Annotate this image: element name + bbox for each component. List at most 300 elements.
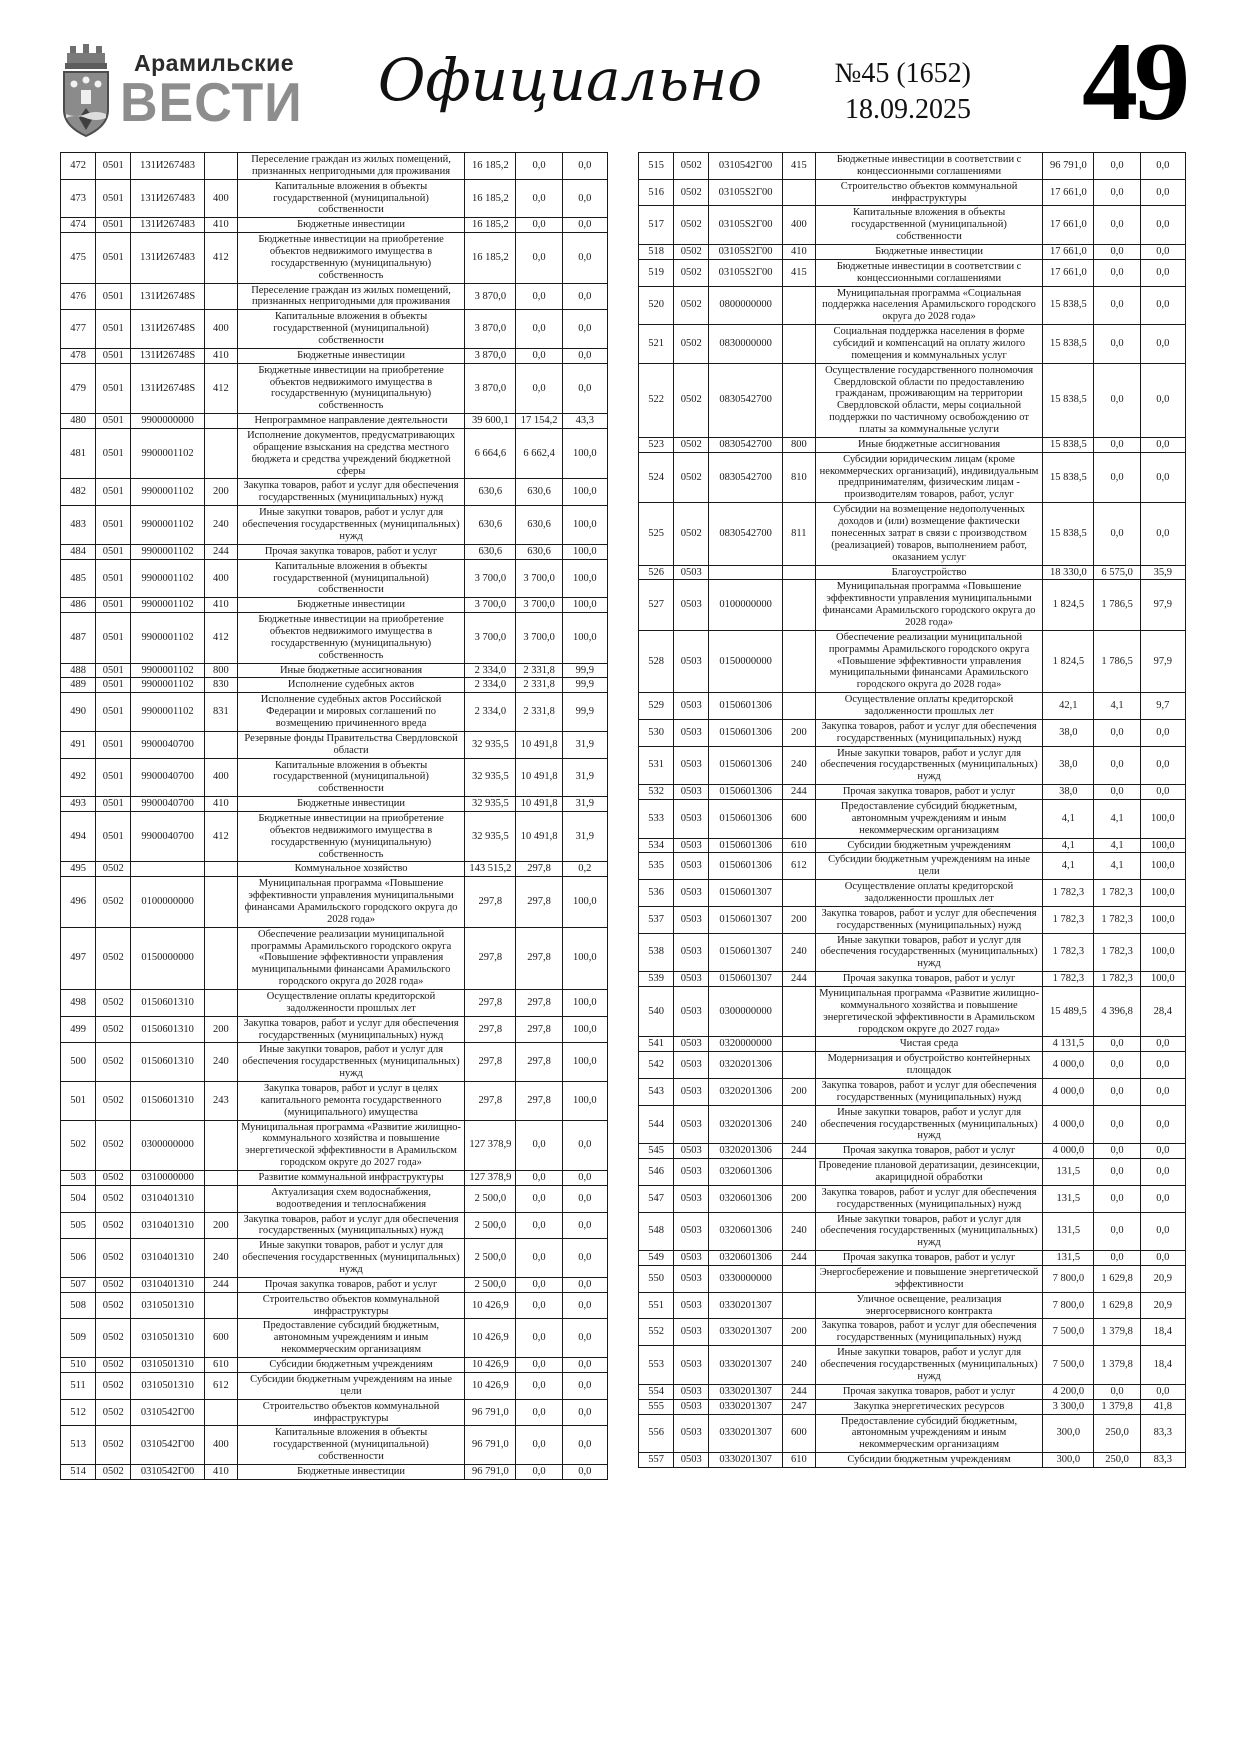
section-code-cell: 0503	[674, 1251, 709, 1266]
expense-type-cell: 200	[782, 1319, 815, 1346]
approved-amount-cell: 96 791,0	[465, 1426, 516, 1465]
section-code-cell: 0501	[96, 348, 131, 363]
target-article-cell: 0330000000	[709, 1266, 782, 1293]
executed-amount-cell: 3 700,0	[516, 598, 562, 613]
percent-cell: 0,0	[562, 310, 607, 349]
section-code-cell: 0503	[674, 799, 709, 838]
target-article-cell: 0320601306	[709, 1159, 782, 1186]
target-article-cell: 0150601310	[131, 1082, 204, 1121]
table-row	[639, 1185, 1186, 1212]
row-number-cell: 550	[639, 1266, 674, 1293]
approved-amount-cell: 18 330,0	[1043, 565, 1094, 580]
row-number-cell: 480	[61, 414, 96, 429]
row-number-cell: 538	[639, 933, 674, 972]
percent-cell: 97,9	[1140, 630, 1185, 692]
executed-amount-cell: 297,8	[516, 990, 562, 1017]
row-number-cell: 503	[61, 1171, 96, 1186]
section-code-cell: 0502	[96, 1185, 131, 1212]
executed-amount-cell: 0,0	[516, 310, 562, 349]
expense-type-cell: 410	[204, 1464, 237, 1479]
percent-cell: 0,2	[562, 862, 607, 877]
target-article-cell: 9900001102	[131, 506, 204, 545]
section-code-cell: 0503	[674, 1319, 709, 1346]
percent-cell: 100,0	[562, 927, 607, 989]
target-article-cell: 9900001102	[131, 429, 204, 479]
percent-cell: 0,0	[562, 1185, 607, 1212]
section-code-cell: 0502	[96, 1319, 131, 1358]
expense-name-cell: Осуществление оплаты кредиторской задолженности прошлых лет	[815, 880, 1042, 907]
row-number-cell: 533	[639, 799, 674, 838]
table-row	[61, 758, 608, 797]
table-row	[639, 153, 1186, 180]
executed-amount-cell: 0,0	[516, 1319, 562, 1358]
executed-amount-cell: 0,0	[1094, 206, 1140, 245]
row-number-cell: 491	[61, 731, 96, 758]
section-code-cell: 0501	[96, 310, 131, 349]
table-row	[61, 811, 608, 861]
masthead	[60, 20, 1186, 144]
target-article-cell: 0330201307	[709, 1346, 782, 1385]
executed-amount-cell: 0,0	[1094, 1052, 1140, 1079]
row-number-cell: 478	[61, 348, 96, 363]
executed-amount-cell: 1 379,8	[1094, 1346, 1140, 1385]
executed-amount-cell: 0,0	[516, 1399, 562, 1426]
row-number-cell: 497	[61, 927, 96, 989]
section-code-cell: 0503	[674, 880, 709, 907]
table-row	[61, 1358, 608, 1373]
expense-type-cell: 400	[782, 206, 815, 245]
expense-name-cell: Энергосбережение и повышение энергетической эффективности	[815, 1266, 1042, 1293]
target-article-cell: 0310501310	[131, 1358, 204, 1373]
expense-type-cell: 240	[782, 933, 815, 972]
approved-amount-cell: 2 334,0	[465, 693, 516, 732]
row-number-cell: 518	[639, 245, 674, 260]
expense-name-cell: Благоустройство	[815, 565, 1042, 580]
expense-type-cell: 400	[204, 179, 237, 218]
expense-type-cell: 415	[782, 153, 815, 180]
table-row	[61, 1372, 608, 1399]
approved-amount-cell: 17 661,0	[1043, 179, 1094, 206]
percent-cell: 18,4	[1140, 1319, 1185, 1346]
target-article-cell: 0150000000	[709, 630, 782, 692]
executed-amount-cell: 0,0	[1094, 363, 1140, 437]
section-code-cell: 0502	[96, 1239, 131, 1278]
section-code-cell: 0502	[674, 245, 709, 260]
executed-amount-cell: 0,0	[516, 1464, 562, 1479]
expense-name-cell: Бюджетные инвестиции в соответствии с концессионными соглашениями	[815, 259, 1042, 286]
table-row	[61, 877, 608, 927]
percent-cell: 100,0	[562, 559, 607, 598]
expense-name-cell: Муниципальная программа «Повышение эффективности управления муниципальными финансами Арамильского городского округа до 2028 года»	[815, 580, 1042, 630]
expense-type-cell	[782, 1266, 815, 1293]
row-number-cell: 489	[61, 678, 96, 693]
expense-type-cell: 600	[782, 799, 815, 838]
target-article-cell: 0830542700	[709, 452, 782, 502]
approved-amount-cell: 38,0	[1043, 785, 1094, 800]
expense-name-cell: Бюджетные инвестиции	[815, 245, 1042, 260]
approved-amount-cell: 2 500,0	[465, 1277, 516, 1292]
expense-type-cell: 243	[204, 1082, 237, 1121]
section-code-cell: 0501	[96, 363, 131, 413]
executed-amount-cell: 1 629,8	[1094, 1292, 1140, 1319]
percent-cell: 0,0	[1140, 286, 1185, 325]
budget-table-right	[638, 152, 1186, 1468]
row-number-cell: 492	[61, 758, 96, 797]
row-number-cell: 523	[639, 437, 674, 452]
target-article-cell: 0310501310	[131, 1319, 204, 1358]
section-code-cell: 0503	[674, 1159, 709, 1186]
expense-type-cell: 612	[782, 853, 815, 880]
table-row	[61, 363, 608, 413]
expense-name-cell: Переселение граждан из жилых помещений, признанных непригодными для проживания	[237, 153, 464, 180]
approved-amount-cell: 10 426,9	[465, 1292, 516, 1319]
expense-type-cell: 200	[204, 1212, 237, 1239]
row-number-cell: 535	[639, 853, 674, 880]
approved-amount-cell: 15 838,5	[1043, 437, 1094, 452]
table-row	[61, 429, 608, 479]
row-number-cell: 507	[61, 1277, 96, 1292]
expense-type-cell	[204, 1171, 237, 1186]
section-code-cell: 0503	[674, 1052, 709, 1079]
target-article-cell: 0150601307	[709, 906, 782, 933]
executed-amount-cell: 10 491,8	[516, 731, 562, 758]
target-article-cell: 0320201306	[709, 1105, 782, 1144]
expense-type-cell: 240	[204, 1043, 237, 1082]
executed-amount-cell: 0,0	[1094, 1079, 1140, 1106]
approved-amount-cell: 10 426,9	[465, 1319, 516, 1358]
table-row	[639, 1453, 1186, 1468]
expense-type-cell	[782, 1052, 815, 1079]
expense-name-cell: Бюджетные инвестиции	[237, 797, 464, 812]
row-number-cell: 481	[61, 429, 96, 479]
expense-name-cell: Предоставление субсидий бюджетным, автономным учреждениям и иным некоммерческим организациям	[237, 1319, 464, 1358]
approved-amount-cell: 16 185,2	[465, 179, 516, 218]
approved-amount-cell: 15 838,5	[1043, 363, 1094, 437]
section-code-cell: 0502	[96, 1464, 131, 1479]
row-number-cell: 548	[639, 1212, 674, 1251]
table-row	[639, 1292, 1186, 1319]
target-article-cell: 0150601306	[709, 785, 782, 800]
section-code-cell: 0503	[674, 933, 709, 972]
expense-name-cell: Бюджетные инвестиции	[237, 598, 464, 613]
expense-type-cell	[782, 1159, 815, 1186]
target-article-cell: 0310542Г00	[131, 1464, 204, 1479]
expense-name-cell: Бюджетные инвестиции	[237, 218, 464, 233]
target-article-cell: 131И26748S	[131, 363, 204, 413]
percent-cell: 18,4	[1140, 1346, 1185, 1385]
row-number-cell: 530	[639, 719, 674, 746]
row-number-cell: 485	[61, 559, 96, 598]
section-code-cell: 0501	[96, 731, 131, 758]
row-number-cell: 520	[639, 286, 674, 325]
target-article-cell: 0150601306	[709, 799, 782, 838]
executed-amount-cell: 0,0	[516, 1212, 562, 1239]
target-article-cell: 131И267483	[131, 233, 204, 283]
percent-cell: 0,0	[562, 1239, 607, 1278]
percent-cell: 100,0	[562, 1082, 607, 1121]
expense-name-cell: Субсидии бюджетным учреждениям на иные цели	[815, 853, 1042, 880]
expense-type-cell: 415	[782, 259, 815, 286]
target-article-cell: 0150601307	[709, 880, 782, 907]
target-article-cell: 0320601306	[709, 1251, 782, 1266]
row-number-cell: 556	[639, 1414, 674, 1453]
percent-cell: 0,0	[562, 153, 607, 180]
row-number-cell: 490	[61, 693, 96, 732]
row-number-cell: 516	[639, 179, 674, 206]
table-row	[639, 565, 1186, 580]
expense-name-cell: Иные бюджетные ассигнования	[815, 437, 1042, 452]
approved-amount-cell: 1 824,5	[1043, 630, 1094, 692]
table-row	[639, 325, 1186, 364]
expense-name-cell: Субсидии юридическим лицам (кроме некоммерческих организаций), индивидуальным предпринимателям, физическим лицам - производителям товаров, работ, услуг	[815, 452, 1042, 502]
expense-type-cell: 412	[204, 233, 237, 283]
executed-amount-cell: 3 700,0	[516, 613, 562, 663]
table-row	[639, 972, 1186, 987]
executed-amount-cell: 2 331,8	[516, 693, 562, 732]
approved-amount-cell: 630,6	[465, 479, 516, 506]
expense-name-cell: Капитальные вложения в объекты государственной (муниципальной) собственности	[815, 206, 1042, 245]
table-row	[639, 1052, 1186, 1079]
section-code-cell: 0501	[96, 544, 131, 559]
table-row	[61, 1082, 608, 1121]
page-section-title: Официально	[377, 46, 763, 114]
percent-cell: 100,0	[562, 1016, 607, 1043]
row-number-cell: 511	[61, 1372, 96, 1399]
target-article-cell: 0150601306	[709, 719, 782, 746]
row-number-cell: 472	[61, 153, 96, 180]
table-row	[61, 1185, 608, 1212]
expense-name-cell: Закупка товаров, работ и услуг для обеспечения государственных (муниципальных) нужд	[237, 479, 464, 506]
expense-type-cell	[782, 630, 815, 692]
approved-amount-cell: 32 935,5	[465, 758, 516, 797]
table-row	[61, 559, 608, 598]
row-number-cell: 522	[639, 363, 674, 437]
executed-amount-cell: 4 396,8	[1094, 987, 1140, 1037]
target-article-cell: 0330201307	[709, 1292, 782, 1319]
approved-amount-cell: 17 661,0	[1043, 245, 1094, 260]
approved-amount-cell: 4 200,0	[1043, 1384, 1094, 1399]
row-number-cell: 539	[639, 972, 674, 987]
expense-type-cell	[204, 1120, 237, 1170]
percent-cell: 100,0	[1140, 838, 1185, 853]
target-article-cell: 0310401310	[131, 1185, 204, 1212]
target-article-cell: 131И267483	[131, 179, 204, 218]
target-article-cell: 0830542700	[709, 363, 782, 437]
expense-name-cell: Осуществление оплаты кредиторской задолженности прошлых лет	[237, 990, 464, 1017]
section-code-cell: 0502	[96, 1120, 131, 1170]
section-code-cell: 0501	[96, 663, 131, 678]
section-code-cell: 0502	[96, 1016, 131, 1043]
section-code-cell: 0502	[96, 862, 131, 877]
approved-amount-cell: 127 378,9	[465, 1171, 516, 1186]
table-row	[639, 259, 1186, 286]
target-article-cell: 03105S2Г00	[709, 179, 782, 206]
expense-type-cell	[204, 283, 237, 310]
executed-amount-cell: 2 331,8	[516, 678, 562, 693]
target-article-cell: 0310000000	[131, 1171, 204, 1186]
row-number-cell: 537	[639, 906, 674, 933]
percent-cell: 100,0	[1140, 799, 1185, 838]
section-code-cell: 0501	[96, 506, 131, 545]
executed-amount-cell: 0,0	[516, 1239, 562, 1278]
row-number-cell: 545	[639, 1144, 674, 1159]
table-row	[639, 179, 1186, 206]
expense-name-cell: Исполнение документов, предусматривающих обращение взыскания на средства местного бюджета и средства учреждений бюджетной сферы	[237, 429, 464, 479]
percent-cell: 99,9	[562, 693, 607, 732]
expense-type-cell: 612	[204, 1372, 237, 1399]
expense-name-cell: Закупка товаров, работ и услуг для обеспечения государственных (муниципальных) нужд	[237, 1212, 464, 1239]
expense-type-cell: 412	[204, 613, 237, 663]
section-code-cell: 0503	[674, 838, 709, 853]
percent-cell: 0,0	[562, 363, 607, 413]
percent-cell: 100,0	[562, 1043, 607, 1082]
target-article-cell: 0830542700	[709, 437, 782, 452]
approved-amount-cell: 131,5	[1043, 1251, 1094, 1266]
table-row	[61, 310, 608, 349]
row-number-cell: 487	[61, 613, 96, 663]
percent-cell: 100,0	[562, 613, 607, 663]
section-code-cell: 0503	[674, 565, 709, 580]
section-code-cell: 0502	[96, 1212, 131, 1239]
expense-name-cell: Иные закупки товаров, работ и услуг для обеспечения государственных (муниципальных) нужд	[815, 1212, 1042, 1251]
table-row	[639, 1266, 1186, 1293]
approved-amount-cell: 15 838,5	[1043, 452, 1094, 502]
section-code-cell: 0503	[674, 906, 709, 933]
expense-name-cell: Развитие коммунальной инфраструктуры	[237, 1171, 464, 1186]
approved-amount-cell: 131,5	[1043, 1185, 1094, 1212]
percent-cell: 0,0	[1140, 1144, 1185, 1159]
expense-name-cell: Прочая закупка товаров, работ и услуг	[815, 1144, 1042, 1159]
row-number-cell: 482	[61, 479, 96, 506]
percent-cell: 0,0	[562, 1277, 607, 1292]
percent-cell: 0,0	[1140, 179, 1185, 206]
row-number-cell: 514	[61, 1464, 96, 1479]
expense-name-cell: Строительство объектов коммунальной инфраструктуры	[237, 1292, 464, 1319]
table-row	[639, 853, 1186, 880]
executed-amount-cell: 0,0	[1094, 153, 1140, 180]
expense-type-cell: 600	[204, 1319, 237, 1358]
target-article-cell: 9900001102	[131, 613, 204, 663]
percent-cell: 100,0	[1140, 853, 1185, 880]
expense-name-cell: Бюджетные инвестиции в соответствии с концессионными соглашениями	[815, 153, 1042, 180]
target-article-cell: 9900001102	[131, 559, 204, 598]
expense-name-cell: Социальная поддержка населения в форме субсидий и компенсаций на оплату жилого помещения и коммунальных услуг	[815, 325, 1042, 364]
section-code-cell: 0502	[674, 325, 709, 364]
executed-amount-cell: 0,0	[1094, 503, 1140, 565]
percent-cell: 0,0	[1140, 1037, 1185, 1052]
executed-amount-cell: 297,8	[516, 862, 562, 877]
table-row	[61, 1464, 608, 1479]
table-row	[61, 862, 608, 877]
target-article-cell: 0320201306	[709, 1052, 782, 1079]
table-row	[639, 1384, 1186, 1399]
section-code-cell: 0502	[96, 1082, 131, 1121]
approved-amount-cell: 3 870,0	[465, 348, 516, 363]
row-number-cell: 474	[61, 218, 96, 233]
row-number-cell: 505	[61, 1212, 96, 1239]
newspaper-name-bottom: ВЕСТИ	[120, 72, 303, 134]
row-number-cell: 504	[61, 1185, 96, 1212]
newspaper-name-top: Арамильские	[134, 50, 295, 76]
executed-amount-cell: 0,0	[516, 283, 562, 310]
percent-cell: 0,0	[562, 1399, 607, 1426]
expense-name-cell: Иные бюджетные ассигнования	[237, 663, 464, 678]
table-row	[639, 799, 1186, 838]
percent-cell: 41,8	[1140, 1399, 1185, 1414]
approved-amount-cell: 297,8	[465, 1043, 516, 1082]
approved-amount-cell: 297,8	[465, 927, 516, 989]
target-article-cell: 0320000000	[709, 1037, 782, 1052]
row-number-cell: 536	[639, 880, 674, 907]
executed-amount-cell: 0,0	[1094, 452, 1140, 502]
expense-type-cell	[204, 153, 237, 180]
percent-cell: 0,0	[562, 1372, 607, 1399]
approved-amount-cell: 16 185,2	[465, 218, 516, 233]
target-article-cell: 9900040700	[131, 731, 204, 758]
executed-amount-cell: 297,8	[516, 1082, 562, 1121]
expense-name-cell: Муниципальная программа «Развитие жилищно-коммунального хозяйства и повышение энергетической эффективности в Арамильском городском округе до 2027 года»	[815, 987, 1042, 1037]
approved-amount-cell: 2 334,0	[465, 663, 516, 678]
approved-amount-cell: 96 791,0	[1043, 153, 1094, 180]
section-code-cell: 0503	[674, 972, 709, 987]
expense-type-cell	[204, 414, 237, 429]
expense-name-cell: Актуализация схем водоснабжения, водоотведения и теплоснабжения	[237, 1185, 464, 1212]
approved-amount-cell: 131,5	[1043, 1212, 1094, 1251]
executed-amount-cell: 0,0	[1094, 179, 1140, 206]
approved-amount-cell: 4,1	[1043, 838, 1094, 853]
budget-tables	[60, 152, 1186, 1480]
row-number-cell: 484	[61, 544, 96, 559]
target-article-cell: 0150601307	[709, 933, 782, 972]
percent-cell: 97,9	[1140, 580, 1185, 630]
expense-type-cell: 400	[204, 559, 237, 598]
table-row	[639, 452, 1186, 502]
table-row	[639, 785, 1186, 800]
percent-cell: 100,0	[1140, 933, 1185, 972]
section-code-cell: 0503	[674, 1212, 709, 1251]
expense-type-cell: 410	[204, 797, 237, 812]
section-code-cell: 0501	[96, 613, 131, 663]
table-row	[61, 1120, 608, 1170]
expense-name-cell: Обеспечение реализации муниципальной программы Арамильского городского округа «Повышение эффективности управления муниципальными финансами Арамильского городского округа до 2028 года»	[815, 630, 1042, 692]
section-code-cell: 0502	[96, 990, 131, 1017]
table-row	[639, 363, 1186, 437]
target-article-cell: 0320201306	[709, 1144, 782, 1159]
approved-amount-cell: 1 782,3	[1043, 933, 1094, 972]
approved-amount-cell: 7 800,0	[1043, 1292, 1094, 1319]
expense-name-cell: Субсидии бюджетным учреждениям	[237, 1358, 464, 1373]
expense-name-cell: Бюджетные инвестиции на приобретение объектов недвижимого имущества в государственную (муниципальную) собственность	[237, 811, 464, 861]
executed-amount-cell: 3 700,0	[516, 559, 562, 598]
target-article-cell: 0150601306	[709, 838, 782, 853]
approved-amount-cell: 38,0	[1043, 719, 1094, 746]
percent-cell: 0,0	[1140, 437, 1185, 452]
expense-name-cell: Закупка товаров, работ и услуг для обеспечения государственных (муниципальных) нужд	[815, 1319, 1042, 1346]
table-row	[639, 1105, 1186, 1144]
target-article-cell: 0150601307	[709, 972, 782, 987]
percent-cell: 99,9	[562, 678, 607, 693]
section-code-cell: 0501	[96, 233, 131, 283]
section-code-cell: 0503	[674, 1185, 709, 1212]
percent-cell: 31,9	[562, 758, 607, 797]
city-emblem-icon	[60, 44, 112, 138]
percent-cell: 0,0	[1140, 1251, 1185, 1266]
approved-amount-cell: 7 500,0	[1043, 1319, 1094, 1346]
percent-cell: 20,9	[1140, 1292, 1185, 1319]
expense-type-cell: 400	[204, 758, 237, 797]
percent-cell: 83,3	[1140, 1414, 1185, 1453]
row-number-cell: 543	[639, 1079, 674, 1106]
